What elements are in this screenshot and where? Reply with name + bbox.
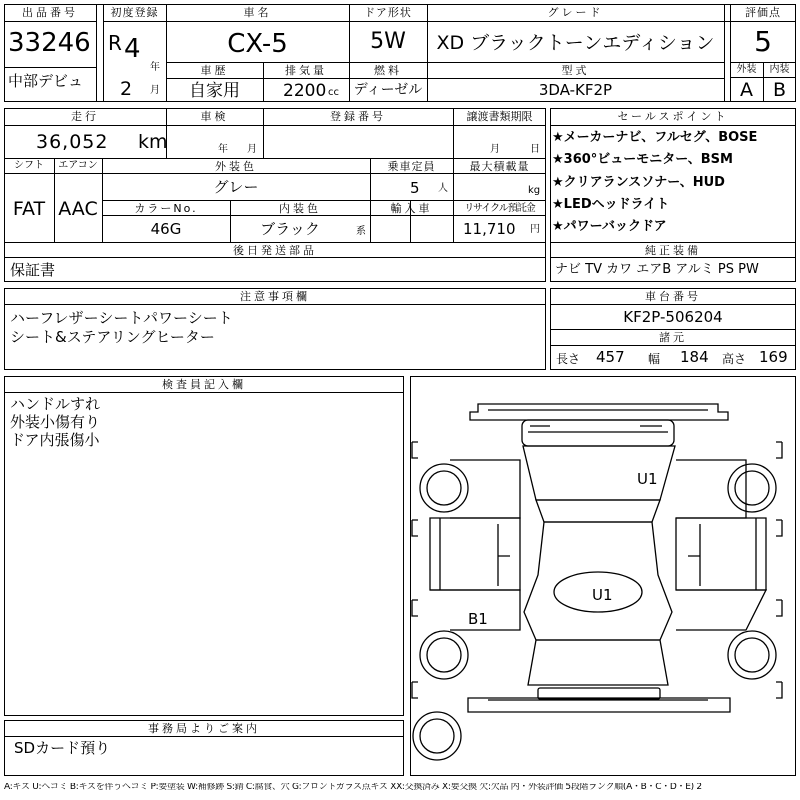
sales-point-4: ★LEDヘッドライト	[552, 197, 670, 212]
door-label: ドア形状	[364, 6, 412, 19]
sales-point-5: ★パワーバックドア	[552, 219, 667, 234]
length: 457	[596, 348, 625, 366]
damage-mark-left: B1	[468, 610, 488, 628]
door-type: 5W	[370, 29, 406, 54]
score-label: 評価点	[745, 6, 781, 19]
year-unit: 年	[150, 62, 160, 73]
car-name: CX-5	[227, 29, 288, 59]
interior-grade-label: 内装	[769, 64, 790, 75]
registration-month: 2	[120, 78, 133, 100]
notes-label: 注意事項欄	[240, 290, 310, 303]
exterior-color-label: 外装色	[215, 160, 257, 173]
width-label: 幅	[648, 352, 661, 366]
inspection-year-unit: 年	[218, 144, 228, 155]
transfer-deadline-label: 譲渡書類期限	[466, 110, 533, 123]
legend: A:キズ U:ヘコミ B:キズを伴うヘコミ P:要塗装 W:補修跡 S:錆 C:腐食、穴 G:フロントガラス点キズ XX:交換済み X:要交換 欠:欠品 内・外装評価 5段階ランク順(A・B・C・D・E) 2	[4, 783, 702, 792]
shift: FAT	[12, 198, 46, 220]
later-parts: 保証書	[10, 261, 56, 279]
capacity-unit: 人	[438, 183, 448, 194]
registration-year: 4	[124, 34, 141, 64]
recycle-fee: 11,710	[463, 220, 516, 238]
debut-note: 中部デビュ	[8, 72, 84, 90]
interior-color-suffix: 系	[356, 226, 366, 237]
history-label: 車歴	[200, 64, 229, 77]
note-line-2: シート&ステアリングヒーター	[10, 328, 215, 346]
standard-equipment-label: 純正装備	[645, 244, 701, 257]
displacement-label: 排気量	[285, 64, 327, 77]
later-parts-label: 後日発送部品	[233, 244, 317, 257]
exterior-grade: A	[740, 79, 753, 101]
model-code: 3DA-KF2P	[538, 81, 613, 99]
specs-label: 諸元	[659, 331, 687, 344]
office-notice-label: 事務局よりご案内	[148, 722, 260, 735]
interior-color: ブラック	[260, 220, 320, 238]
history: 自家用	[189, 81, 240, 101]
inspection-label: 車検	[200, 110, 229, 123]
width: 184	[680, 348, 709, 366]
inspector-line-3: ドア内張傷小	[10, 431, 100, 449]
exterior-color: グレー	[213, 178, 259, 196]
fuel: ディーゼル	[353, 82, 423, 98]
transfer-month-unit: 月	[490, 144, 500, 155]
note-line-1: ハーフレザーシートパワーシート	[10, 309, 233, 327]
damage-mark-roof: U1	[637, 470, 658, 488]
model-label: 型式	[561, 64, 590, 77]
capacity: 5	[410, 179, 420, 197]
transfer-day-unit: 日	[530, 144, 540, 155]
height: 169	[759, 348, 788, 366]
displacement-unit: cc	[328, 87, 339, 98]
inspection-month-unit: 月	[247, 144, 257, 155]
mileage: 36,052	[36, 131, 109, 153]
recycle-fee-label: リサイクル預託金	[464, 203, 535, 214]
chassis-number-label: 車台番号	[645, 290, 701, 303]
max-load-unit: kg	[528, 185, 541, 196]
fuel-label: 燃料	[374, 64, 402, 77]
score: 5	[754, 25, 772, 58]
listing-number: 33246	[8, 28, 91, 58]
standard-equipment: ナビ TV カワ エアB アルミ PS PW	[555, 262, 759, 277]
height-label: 高さ	[722, 352, 747, 366]
length-label: 長さ	[556, 352, 581, 366]
sales-point-1: ★メーカーナビ、フルセグ、BOSE	[552, 130, 758, 145]
inspector-line-2: 外装小傷有り	[10, 413, 101, 431]
ac-label: エアコン	[58, 160, 98, 171]
damage-mark-hood: U1	[592, 586, 613, 604]
color-number-label: カラーNo.	[134, 202, 198, 215]
reg-number-label: 登録番号	[330, 110, 386, 123]
interior-grade: B	[772, 79, 787, 101]
max-load-label: 最大積載量	[469, 160, 530, 173]
ac-type: AAC	[58, 198, 98, 220]
office-notice: SDカード預り	[14, 739, 111, 757]
grade: XD ブラックトーンエディション	[436, 32, 715, 54]
month-unit: 月	[150, 85, 160, 96]
inspector-notes-label: 検査員記入欄	[162, 378, 246, 391]
inspector-line-1: ハンドルすれ	[10, 395, 101, 413]
chassis-number: KF2P-506204	[623, 308, 723, 326]
sales-point-3: ★クリアランスソナー、HUD	[552, 175, 725, 190]
color-number: 46G	[150, 220, 182, 238]
car-name-label: 車名	[243, 6, 272, 19]
exterior-grade-label: 外装	[736, 64, 757, 75]
listing-number-label: 出品番号	[22, 6, 78, 19]
capacity-label: 乗車定員	[387, 160, 436, 173]
displacement: 2200	[283, 81, 327, 101]
interior-color-label: 内装色	[279, 202, 321, 215]
first-registration-label: 初度登録	[110, 6, 159, 19]
mileage-unit: km	[138, 131, 168, 153]
grade-label: グレード	[547, 6, 604, 19]
recycle-fee-unit: 円	[530, 224, 540, 235]
sales-points-label: セールスポイント	[617, 110, 729, 123]
mileage-label: 走行	[71, 110, 99, 123]
registration-era: R	[108, 31, 122, 55]
shift-label: シフト	[14, 160, 44, 171]
sales-point-2: ★360°ビューモニター、BSM	[552, 152, 733, 167]
import-label: 輸入車	[390, 202, 433, 215]
